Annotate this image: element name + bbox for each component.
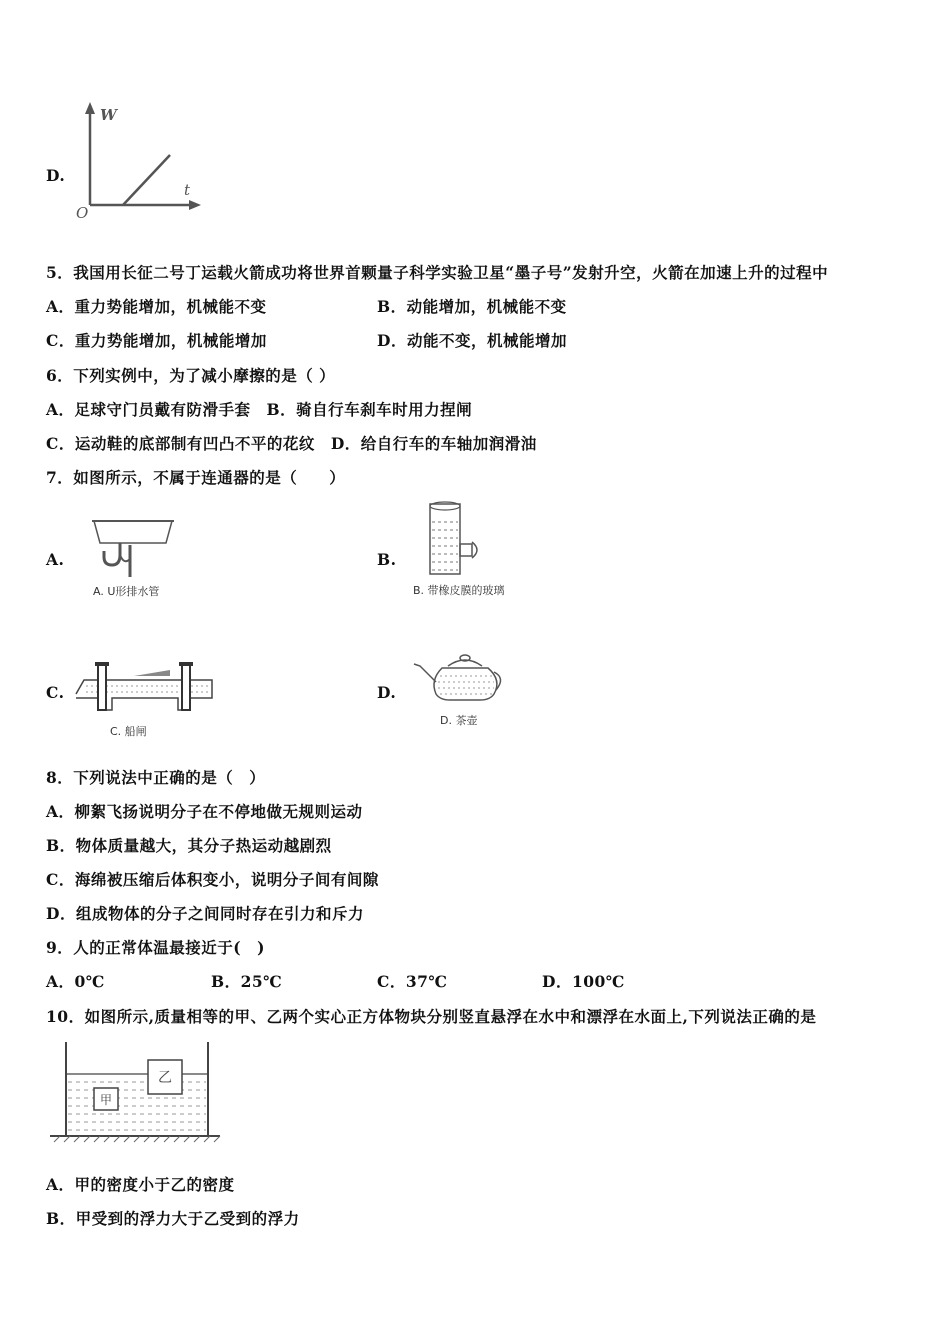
q7-option-c-label: C.: [46, 683, 65, 702]
ship: [134, 670, 170, 676]
q7-option-b-label: B.: [377, 550, 397, 569]
pot-body: [434, 668, 497, 700]
origin-label: O: [76, 204, 89, 222]
q5-option-c: C．重力势能增加，机械能增加: [46, 331, 267, 350]
u-trap: [104, 543, 120, 565]
q9-option-c: C．37℃: [377, 972, 448, 991]
q5-option-d: D．动能不变，机械能增加: [377, 331, 567, 350]
block-jia-label: 甲: [99, 1093, 113, 1107]
side-opening: [460, 544, 472, 556]
q5-option-b: B．动能增加，机械能不变: [377, 297, 567, 316]
teapot-figure: [410, 650, 505, 705]
q7-caption-b: B. 带橡皮膜的玻璃: [413, 584, 505, 597]
glass-tube-with-membrane-figure: [420, 500, 490, 580]
q8-option-d: D．组成物体的分子之间同时存在引力和斥力: [46, 904, 364, 923]
basin: [94, 521, 172, 543]
w-line: [123, 155, 170, 205]
ship-lock-figure: [74, 658, 219, 716]
q7-option-a-label: A.: [46, 550, 65, 569]
q8-option-b: B．物体质量越大，其分子热运动越剧烈: [46, 836, 332, 855]
x-axis-arrow: [189, 200, 201, 210]
q5-stem: 5．我国用长征二号丁运载火箭成功将世界首颗量子科学实验卫星“墨子号”发射升空，火箭在加速上升的过程中: [46, 263, 829, 282]
q8-stem: 8．下列说法中正确的是（ ）: [46, 768, 266, 787]
q10-option-b: B．甲受到的浮力大于乙受到的浮力: [46, 1209, 300, 1228]
q7-stem: 7．如图所示，不属于连通器的是（ ）: [46, 468, 346, 487]
q9-option-a: A．0℃: [46, 972, 105, 991]
q9-option-d: D．100℃: [542, 972, 625, 991]
gate-1: [98, 664, 106, 710]
q6-options-cd: C．运动鞋的底部制有凹凸不平的花纹 D．给自行车的车轴加润滑油: [46, 434, 537, 453]
q9-stem: 9．人的正常体温最接近于( ): [46, 938, 265, 957]
q4-option-d-label: D.: [46, 166, 66, 185]
q8-option-a: A．柳絮飞扬说明分子在不停地做无规则运动: [46, 802, 363, 821]
q7-caption-a: A. U形排水管: [93, 585, 160, 598]
x-axis-label: t: [184, 181, 191, 199]
q4-graph-w-vs-t: [68, 100, 208, 225]
q9-option-b: B．25℃: [211, 972, 283, 991]
lock-outline: [76, 680, 212, 710]
q10-option-a: A．甲的密度小于乙的密度: [46, 1175, 235, 1194]
q6-options-ab: A．足球守门员戴有防滑手套 B．骑自行车刹车时用力捏闸: [46, 400, 473, 419]
glass-tube: [430, 504, 460, 574]
u-drain-pipe-figure: [90, 515, 180, 585]
q5-option-a: A．重力势能增加，机械能不变: [46, 297, 267, 316]
q7-option-d-label: D.: [377, 683, 397, 702]
gate-2: [182, 664, 190, 710]
spout: [414, 664, 436, 682]
y-axis-arrow: [85, 102, 95, 114]
floating-blocks-figure: [48, 1038, 223, 1148]
q7-caption-c: C. 船闸: [110, 725, 147, 738]
q6-stem: 6．下列实例中，为了减小摩擦的是（ ）: [46, 366, 336, 385]
q10-stem: 10．如图所示,质量相等的甲、乙两个实心正方体物块分别竖直悬浮在水中和漂浮在水面上,下列说法正确的是: [46, 1007, 817, 1026]
y-axis-label: W: [100, 106, 117, 124]
q7-caption-d: D. 茶壶: [440, 714, 478, 727]
q8-option-c: C．海绵被压缩后体积变小，说明分子间有间隙: [46, 870, 379, 889]
block-yi-label: 乙: [158, 1070, 172, 1086]
